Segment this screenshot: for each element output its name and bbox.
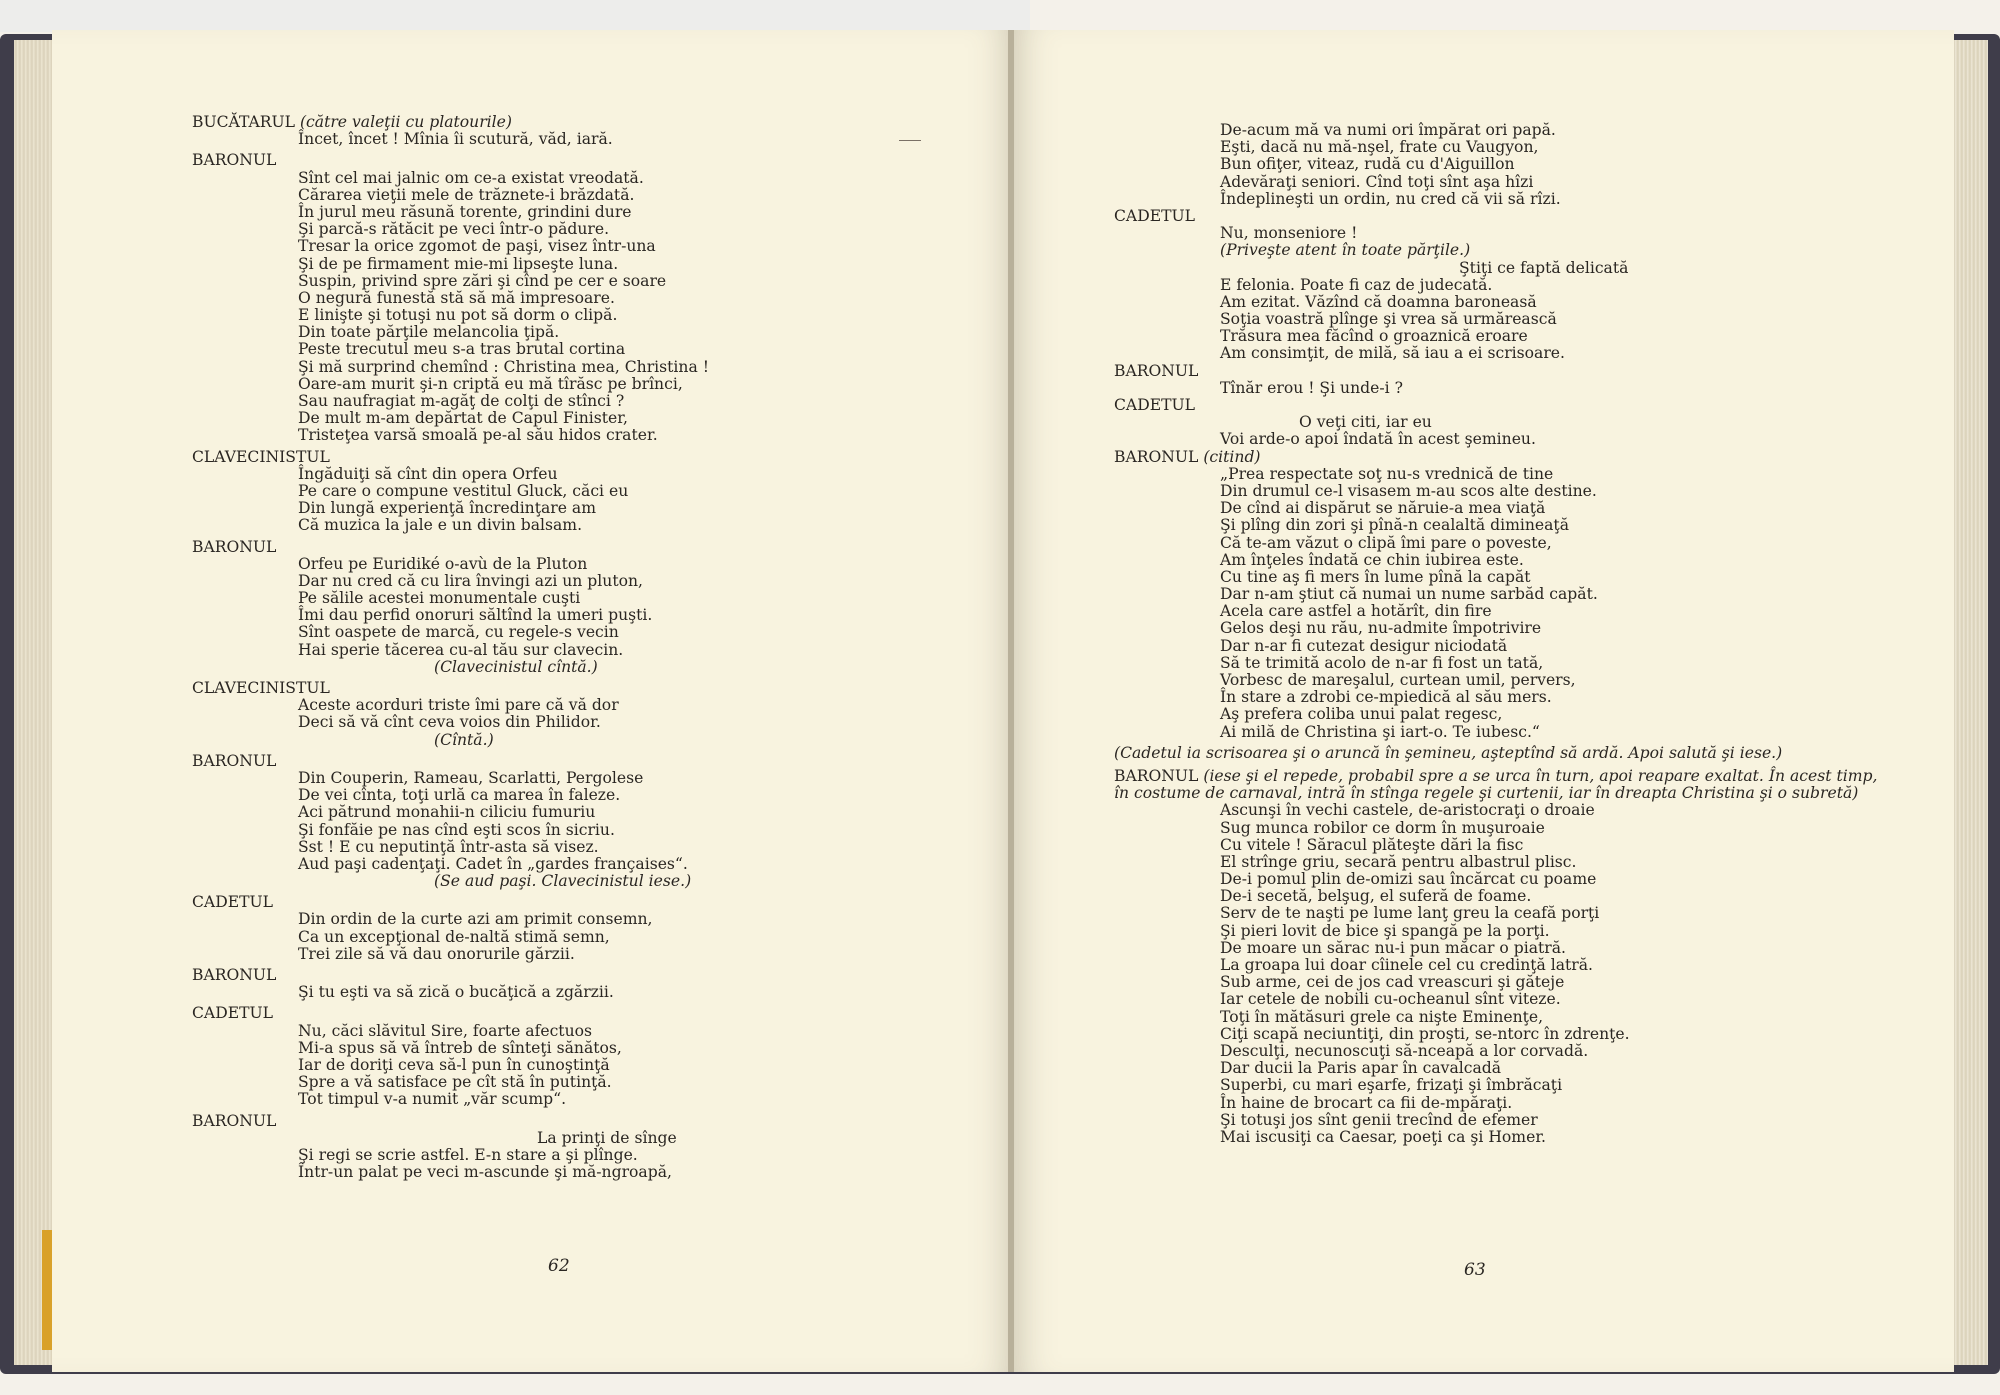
- verse-line: Îmi dau perfid onoruri săltînd la umeri puşti.: [298, 606, 653, 625]
- verse-line: Ciţi scapă neciuntiţi, din proşti, se-ntorc în zdrenţe.: [1220, 1024, 1630, 1043]
- verse-line: Desculţi, necunoscuţi să-nceapă a lor corvadă.: [1220, 1041, 1589, 1060]
- page-number-left: 62: [548, 1256, 570, 1276]
- verse-line: Aci pătrund monahii-n ciliciu fumuriu: [298, 803, 596, 822]
- verse-line: Nu, căci slăvitul Sire, foarte afectuos: [298, 1021, 593, 1040]
- verse-line: Şi de pe firmament mie-mi lipseşte luna.: [298, 254, 619, 273]
- verse-line: Iar cetele de nobili cu-ocheanul sînt viteze.: [1220, 990, 1561, 1009]
- speaker-name: [192, 680, 912, 697]
- verse-line: Ştiţi ce faptă delicată: [1459, 258, 1629, 277]
- left-page-text: [192, 114, 912, 1185]
- verse-line: Sub arme, cei de jos cad vreascuri şi găteje: [1220, 973, 1565, 992]
- verse-line: Dar ducii la Paris apar în cavalcadă: [1220, 1059, 1502, 1078]
- speaker-name: [1114, 363, 1894, 380]
- speaker-name: [192, 894, 912, 911]
- verse-line: Şi fonfăie pe nas cînd eşti scos în sicriu.: [298, 820, 615, 839]
- verse-line: O negură funestă stă să mă impresoare.: [298, 288, 615, 307]
- verse-line: De cînd ai dispărut se năruie-a mea viaţă: [1220, 499, 1546, 518]
- verse-line: În haine de brocart ca fii de-mpăraţi.: [1220, 1093, 1513, 1112]
- verse-line: E felonia. Poate fi caz de judecată.: [1220, 275, 1493, 294]
- verse-line: Tristeţea varsă smoală pe-al său hidos crater.: [298, 426, 658, 445]
- verse-line: Dar nu cred că cu lira învingi azi un pluton,: [298, 571, 643, 590]
- verse-line: De moare un sărac nu-i pun măcar o piatră.: [1220, 938, 1567, 957]
- verse-line: Soţia voastră plînge şi vrea să urmărească: [1220, 310, 1557, 329]
- verse-line: Şi tu eşti va să zică o bucăţică a zgărzii.: [298, 983, 614, 1002]
- verse-line: Că te-am văzut o clipă îmi pare o poveste,: [1220, 533, 1552, 552]
- verse-line: Tresar la orice zgomot de paşi, visez într-una: [298, 237, 656, 256]
- speaker-label: CLAVECINISTUL: [192, 447, 330, 466]
- verse-line: Într-un palat pe veci m-ascunde şi mă-ngroapă,: [298, 1163, 672, 1182]
- speaker-label: BUCĂTARUL: [192, 113, 295, 131]
- verse-line: Din ordin de la curte azi am primit consemn,: [298, 910, 653, 929]
- verse-line: Ca un excepţional de-naltă stimă semn,: [298, 927, 610, 946]
- verse-line: Am ezitat. Văzînd că doamna baroneasă: [1220, 292, 1537, 311]
- verse-line: Am consimţit, de milă, să iau a ei scrisoare.: [1220, 344, 1565, 363]
- speaker-name: [192, 449, 912, 466]
- verse-line: Peste trecutul meu s-a tras brutal cortina: [298, 340, 626, 359]
- verse-line: Oare-am murit şi-n criptă eu mă tîrăsc pe brînci,: [298, 374, 683, 393]
- stage-direction: (Cadetul ia scrisoarea şi o aruncă în şemineu, aşteptînd să ardă. Apoi salută şi iese.): [1114, 743, 1783, 762]
- verse-line: De-i secetă, belşug, el suferă de foame.: [1220, 887, 1532, 906]
- verse-line: Din lungă experienţă încredinţare am: [298, 499, 597, 518]
- speaker-label: CLAVECINISTUL: [192, 679, 330, 697]
- speaker-name: [1114, 449, 1894, 466]
- verse-line: Că muzica la jale e un divin balsam.: [298, 516, 583, 535]
- verse-line: Vorbesc de mareşalul, curtean umil, pervers,: [1220, 671, 1576, 689]
- verse-line: Şi totuşi jos sînt genii trecînd de efemer: [1220, 1110, 1538, 1129]
- verse-line: Mi-a spus să vă întreb de sînteţi sănătos,: [298, 1038, 622, 1057]
- speaker-label: BARONUL: [192, 151, 277, 170]
- verse-line: Să te trimită acolo de n-ar fi fost un tată,: [1220, 653, 1544, 672]
- verse-line: Mai iscusiţi ca Caesar, poeţi ca şi Homer.: [1220, 1127, 1547, 1146]
- verse-line: De-i pomul plin de-omizi sau încărcat cu poame: [1220, 870, 1597, 889]
- stage-direction: (citind): [1198, 447, 1261, 466]
- speaker-label: BARONUL: [192, 537, 277, 556]
- verse-line: Hai sperie tăcerea cu-al tău sur clavecin.: [298, 640, 624, 659]
- verse-line: Din drumul ce-l visasem m-au scos alte destine.: [1220, 481, 1597, 500]
- verse-line: Din Couperin, Rameau, Scarlatti, Pergolese: [298, 768, 644, 787]
- verse-line: Iar de doriţi ceva să-l pun în cunoştinţă: [298, 1055, 610, 1074]
- verse-line: Sau naufragiat m-agăţ de colţi de stînci ?: [298, 392, 625, 410]
- speaker-name: [192, 1005, 912, 1022]
- verse-line: Şi mă surprind chemînd : Christina mea, Christina !: [298, 357, 709, 376]
- verse-line: Şi pieri lovit de bice şi spangă pe la porţi.: [1220, 921, 1550, 940]
- speaker-name: [192, 1113, 912, 1130]
- stage-direction: (Priveşte atent în toate părţile.): [1220, 241, 1471, 260]
- speaker-name: [192, 967, 912, 984]
- verse-line: Ai milă de Christina şi iart-o. Te iubesc.“: [1220, 722, 1540, 741]
- verse-line: Pe sălile acestei monumentale cuşti: [298, 589, 581, 608]
- stage-direction: (Se aud paşi. Clavecinistul iese.): [434, 872, 692, 891]
- right-page-text: [1114, 122, 1894, 1146]
- speaker-label: CADETUL: [1114, 206, 1195, 225]
- stage-direction: (Clavecinistul cîntă.): [434, 657, 598, 676]
- verse-line: Spre a vă satisface pe cît stă în putinţă.: [298, 1073, 612, 1092]
- verse-line: Eşti, dacă nu mă-nşel, frate cu Vaugyon,: [1220, 138, 1539, 157]
- speaker-name: [1114, 397, 1894, 414]
- speaker-name: [1114, 208, 1894, 225]
- speaker-name: [192, 753, 912, 770]
- speaker-label: BARONUL: [192, 1111, 277, 1130]
- verse-line: Sînt oaspete de marcă, cu regele-s vecin: [298, 623, 619, 642]
- verse-line: Serv de te naşti pe lume lanţ greu la ceafă porţi: [1220, 904, 1600, 923]
- verse-line: Dar n-am ştiut că numai un nume sarbăd capăt.: [1220, 585, 1598, 604]
- verse-line: Bun ofiţer, viteaz, rudă cu d'Aiguillon: [1220, 155, 1515, 174]
- speaker-with-direction: [1114, 768, 1894, 802]
- verse-line: De vei cînta, toţi urlă ca marea în faleze.: [298, 786, 621, 805]
- speaker-name: [192, 152, 912, 169]
- verse-line: Sug munca robilor ce dorm în muşuroaie: [1220, 818, 1545, 837]
- verse-line: Am înţeles îndată ce chin iubirea este.: [1220, 550, 1524, 569]
- verse-line: Trăsura mea făcînd o groaznică eroare: [1220, 327, 1528, 346]
- verse-line: Aş prefera coliba unui palat regesc,: [1220, 705, 1503, 724]
- verse-line: Voi arde-o apoi îndată în acest şemineu.: [1220, 430, 1536, 449]
- speaker-label: BARONUL: [192, 751, 277, 770]
- verse-line: Sînt cel mai jalnic om ce-a existat vreodată.: [298, 168, 644, 187]
- speaker-label: BARONUL: [1114, 361, 1199, 380]
- verse-line: Superbi, cu mari eşarfe, frizaţi şi îmbrăcaţi: [1220, 1076, 1563, 1095]
- verse-line: Orfeu pe Euridiké o-avù de la Pluton: [298, 554, 588, 573]
- verse-line: „Prea respectate soţ nu-s vrednică de tine: [1220, 464, 1554, 483]
- verse-line: O veţi citi, iar eu: [1299, 413, 1432, 432]
- verse-line: Toţi în mătăsuri grele ca nişte Eminenţe,: [1220, 1007, 1544, 1026]
- stage-direction: (iese şi el repede, probabil spre a se urca în turn, apoi reapare exaltat. În acest timp, în costume de carnaval, intră în stînga regele şi curtenii, iar în dreapta Christina şi o subretă): [1114, 766, 1878, 803]
- speaker-name: [192, 114, 912, 131]
- verse-line: De mult m-am depărtat de Capul Finister,: [298, 409, 628, 428]
- background-top: [0, 0, 1030, 32]
- speaker-label: BARONUL: [192, 966, 277, 984]
- page-number-right: 63: [1464, 1260, 1486, 1280]
- verse-line: Şi parcă-s rătăcit pe veci într-o pădure.: [298, 220, 610, 239]
- verse-line: El strînge griu, secară pentru albastrul plisc.: [1220, 852, 1577, 871]
- left-page: [52, 30, 1012, 1372]
- stage-direction: (Cîntă.): [434, 730, 494, 749]
- verse-line: Aud paşi cadenţaţi. Cadet în „gardes françaises“.: [298, 854, 688, 873]
- verse-line: De-acum mă va numi ori împărat ori papă.: [1220, 121, 1556, 139]
- verse-line: Cărarea vieţii mele de trăznete-i brăzdată.: [298, 185, 635, 204]
- speaker-label: CADETUL: [192, 1004, 273, 1023]
- verse-line: În stare a zdrobi ce-mpiedică al său mers.: [1220, 688, 1552, 707]
- verse-line: Nu, monseniore !: [1220, 224, 1358, 243]
- verse-line: Şi regi se scrie astfel. E-n stare a şi plînge.: [298, 1145, 638, 1164]
- verse-line: Suspin, privind spre zări şi cînd pe cer e soare: [298, 271, 667, 290]
- verse-line: Pe care o compune vestitul Gluck, căci eu: [298, 481, 629, 500]
- right-page: [1014, 30, 1954, 1372]
- verse-line: Îndeplineşti un ordin, nu cred că vii să rîzi.: [1220, 189, 1561, 208]
- verse-line: Dar n-ar fi cutezat desigur niciodată: [1220, 636, 1508, 655]
- speaker-label: CADETUL: [1114, 396, 1195, 414]
- verse-line: Adevăraţi seniori. Cînd toţi sînt aşa hîzi: [1220, 172, 1534, 191]
- speaker-label: CADETUL: [192, 893, 273, 912]
- verse-line: Trei zile să vă dau onorurile gărzii.: [298, 944, 575, 963]
- verse-line: Sst ! E cu neputinţă într-asta să visez.: [298, 837, 599, 856]
- verse-line: Deci să vă cînt ceva voios din Philidor.: [298, 713, 601, 732]
- verse-line: E linişte şi totuşi nu pot să dorm o clipă.: [298, 306, 618, 325]
- speaker-label: BARONUL: [1114, 447, 1199, 466]
- verse-line: Acela care astfel a hotărît, din fire: [1220, 602, 1492, 621]
- speaker-label: BARONUL: [1114, 766, 1204, 785]
- verse-line: Ascunşi în vechi castele, de-aristocraţi o droaie: [1220, 801, 1595, 820]
- verse-line: Şi plîng din zori şi pînă-n cealaltă dimineaţă: [1220, 516, 1569, 535]
- verse-line: Tînăr erou ! Şi unde-i ?: [1220, 378, 1403, 397]
- verse-line: La groapa lui doar cîinele cel cu credinţă latră.: [1220, 956, 1594, 975]
- verse-line: Din toate părţile melancolia ţipă.: [298, 323, 560, 342]
- verse-line: Cu vitele ! Săracul plăteşte dări la fisc: [1220, 835, 1524, 854]
- verse-line: Aceste acorduri triste îmi pare că vă dor: [298, 696, 619, 715]
- verse-line: Gelos deşi nu rău, nu-admite împotrivire: [1220, 619, 1542, 638]
- verse-line: Tot timpul v-a numit „văr scump“.: [298, 1090, 567, 1109]
- verse-line: La prinţi de sînge: [537, 1128, 677, 1147]
- verse-line: Cu tine aş fi mers în lume pînă la capăt: [1220, 567, 1531, 586]
- verse-line: În jurul meu răsună torente, grindini dure: [298, 202, 632, 221]
- page-edges-right: [1948, 40, 1988, 1365]
- stage-direction: (către valeţii cu platourile): [295, 113, 512, 131]
- verse-line: Îngăduiţi să cînt din opera Orfeu: [298, 464, 558, 483]
- speaker-name: [192, 539, 912, 556]
- verse-line: Încet, încet ! Mînia îi scutură, văd, iară.: [298, 130, 613, 149]
